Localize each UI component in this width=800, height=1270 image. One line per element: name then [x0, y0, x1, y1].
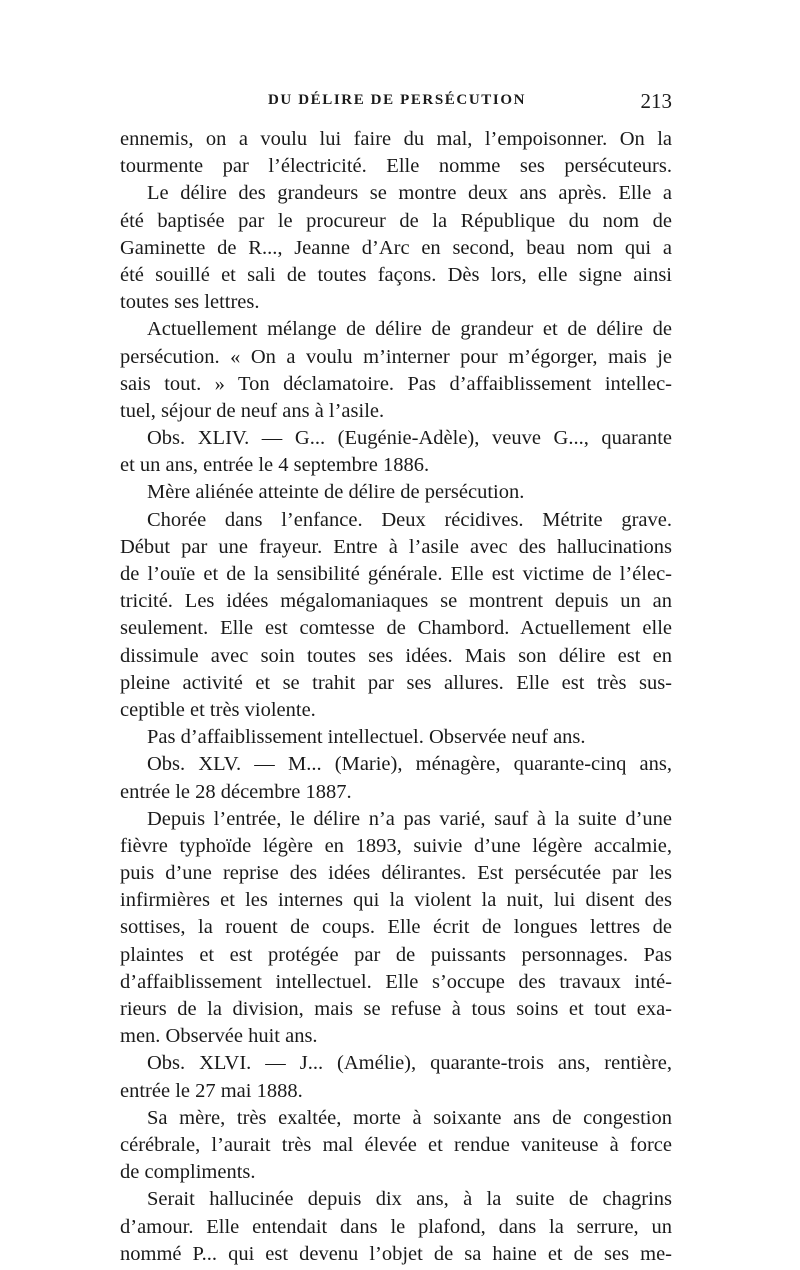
text-line: fièvre typhoïde légère en 1893, suivie d’une légère accalmie, — [120, 834, 672, 857]
text-line: ennemis, on a voulu lui faire du mal, l’empoisonner. On la — [120, 128, 672, 150]
text-line: tourmente par l’électricité. Elle nomme ses persécuteurs. — [120, 155, 672, 178]
text-line: tricité. Les idées mégalomaniaques se montrent depuis un an — [120, 590, 672, 613]
text-line: été souillé et sali de toutes façons. Dès lors, elle signe ainsi — [120, 263, 672, 286]
text-line: et un ans, entrée le 4 septembre 1886. — [120, 454, 430, 477]
text-line: Le délire des grandeurs se montre deux ans après. Elle a — [147, 182, 672, 205]
text-line: nommé P... qui est devenu l’objet de sa haine et de ses me- — [120, 1242, 672, 1265]
running-title: DU DÉLIRE DE PERSÉCUTION — [268, 92, 527, 108]
text-line: sottises, la rouent de coups. Elle écrit de longues lettres de — [120, 916, 672, 939]
running-head — [120, 89, 672, 120]
observation-heading: Obs. XLIV. — G... (Eugénie-Adèle), veuve G..., quarante — [147, 427, 672, 450]
text-line: entrée le 28 décembre 1887. — [120, 780, 352, 803]
text-line: entrée le 27 mai 1888. — [120, 1079, 303, 1102]
text-line: plaintes et est protégée par de puissants personnages. Pas — [120, 943, 672, 966]
text-line: seulement. Elle est comtesse de Chambord. Actuellement elle — [120, 617, 672, 640]
text-line: pleine activité et se trahit par ses allures. Elle est très sus- — [120, 671, 672, 694]
text-line: Serait hallucinée depuis dix ans, à la suite de chagrins — [147, 1188, 672, 1211]
page-number: 213 — [640, 89, 672, 113]
text-line: tuel, séjour de neuf ans à l’asile. — [120, 399, 385, 422]
text-line: Gaminette de R..., Jeanne d’Arc en second, beau nom qui a — [120, 236, 672, 259]
text-line: Début par une frayeur. Entre à l’asile avec des hallucinations — [120, 535, 672, 558]
text-line: Pas d’affaiblissement intellectuel. Observée neuf ans. — [147, 726, 586, 749]
text-line: toutes ses lettres. — [120, 291, 260, 314]
text-line: Chorée dans l’enfance. Deux récidives. Métrite grave. — [147, 508, 672, 531]
observation-heading: Obs. XLVI. — J... (Amélie), quarante-trois ans, rentière, — [147, 1052, 672, 1075]
text-line: men. Observée huit ans. — [120, 1025, 318, 1048]
text-line: d’amour. Elle entendait dans le plafond, dans la serrure, un — [120, 1215, 672, 1238]
text-line: Depuis l’entrée, le délire n’a pas varié, sauf à la suite d’une — [147, 807, 672, 830]
text-line: été baptisée par le procureur de la République du nom de — [120, 209, 672, 232]
text-line: Mère aliénée atteinte de délire de persécution. — [147, 481, 525, 504]
text-line: Actuellement mélange de délire de grandeur et de délire de — [147, 318, 672, 341]
observation-heading: Obs. XLV. — M... (Marie), ménagère, quarante-cinq ans, — [147, 753, 672, 776]
book-page — [120, 89, 672, 1268]
body-text — [120, 126, 672, 1268]
text-line: infirmières et les internes qui la violent la nuit, lui disent des — [120, 889, 672, 912]
text-line: d’affaiblissement intellectuel. Elle s’occupe des travaux inté- — [120, 970, 672, 993]
text-line: ceptible et très violente. — [120, 698, 316, 721]
text-line: de compliments. — [120, 1161, 256, 1184]
text-line: puis d’une reprise des idées délirantes. Est persécutée par les — [120, 862, 672, 885]
text-line: dissimule avec soin toutes ses idées. Mais son délire est en — [120, 644, 672, 667]
text-line: persécution. « On a voulu m’interner pour m’égorger, mais je — [120, 345, 672, 368]
text-line: cérébrale, l’aurait très mal élevée et rendue vaniteuse à force — [120, 1133, 672, 1156]
text-line: de l’ouïe et de la sensibilité générale. Elle est victime de l’élec- — [120, 563, 672, 585]
text-line: sais tout. » Ton déclamatoire. Pas d’affaiblissement intellec- — [120, 372, 672, 395]
text-line: Sa mère, très exaltée, morte à soixante ans de congestion — [147, 1106, 672, 1129]
text-line: rieurs de la division, mais se refuse à tous soins et tout exa- — [120, 998, 672, 1020]
